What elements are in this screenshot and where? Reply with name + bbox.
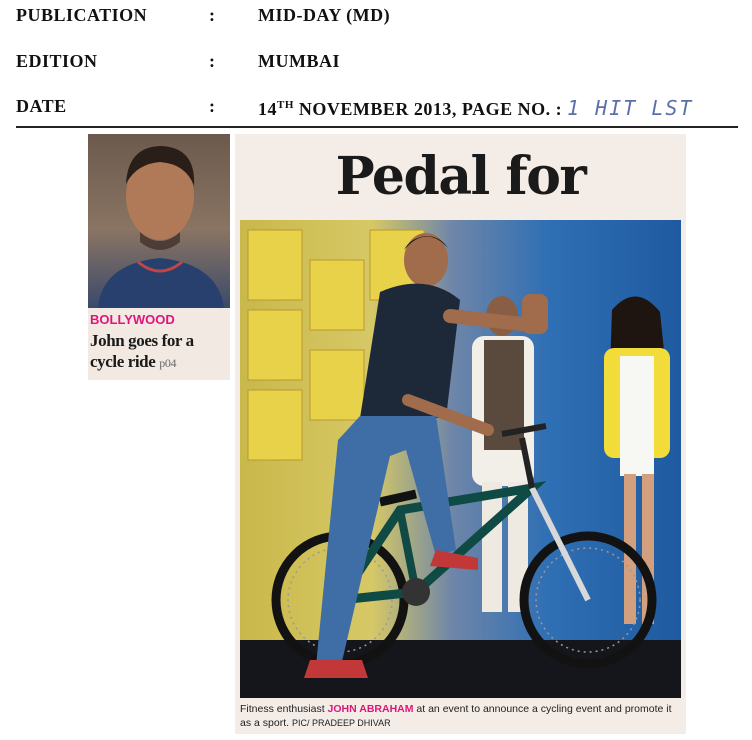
edition-value: MUMBAI bbox=[258, 51, 340, 71]
publication-colon: : bbox=[209, 5, 216, 25]
header-rule bbox=[16, 126, 738, 128]
publication-value: MID-DAY (MD) bbox=[258, 5, 391, 25]
teaser-section-label: BOLLYWOOD bbox=[90, 312, 175, 327]
story-caption bbox=[240, 702, 681, 730]
date-label: DATE bbox=[16, 96, 67, 116]
portrait-illustration bbox=[88, 134, 230, 308]
teaser-box bbox=[88, 134, 230, 380]
page-no-handwritten: 1 HIT LST bbox=[567, 96, 694, 120]
cyclist-photo-illustration bbox=[240, 220, 681, 698]
photo-credit: PIC/ PRADEEP DHIVAR bbox=[291, 718, 391, 728]
date-rest: NOVEMBER 2013, PAGE NO. : bbox=[298, 99, 563, 119]
teaser-portrait-photo bbox=[88, 134, 230, 308]
date-day: 14 bbox=[258, 99, 277, 119]
edition-colon: : bbox=[209, 51, 216, 71]
story-clipping bbox=[235, 134, 686, 734]
caption-prefix: Fitness enthusiast bbox=[240, 703, 328, 715]
story-photo bbox=[240, 220, 681, 698]
date-colon: : bbox=[209, 96, 216, 116]
publication-label: PUBLICATION bbox=[16, 5, 148, 25]
teaser-headline bbox=[90, 330, 228, 374]
teaser-headline-text: John goes for a cycle ride bbox=[90, 331, 194, 371]
caption-name: JOHN ABRAHAM bbox=[327, 703, 414, 715]
teaser-page-ref: p04 bbox=[159, 356, 177, 370]
story-headline: Pedal for bbox=[335, 146, 586, 207]
date-suffix: TH bbox=[277, 99, 294, 111]
edition-label: EDITION bbox=[16, 51, 98, 71]
date-value bbox=[258, 96, 693, 120]
caption-suffix: at an event to announce a cycling event and promote it as a sport. bbox=[240, 703, 672, 729]
